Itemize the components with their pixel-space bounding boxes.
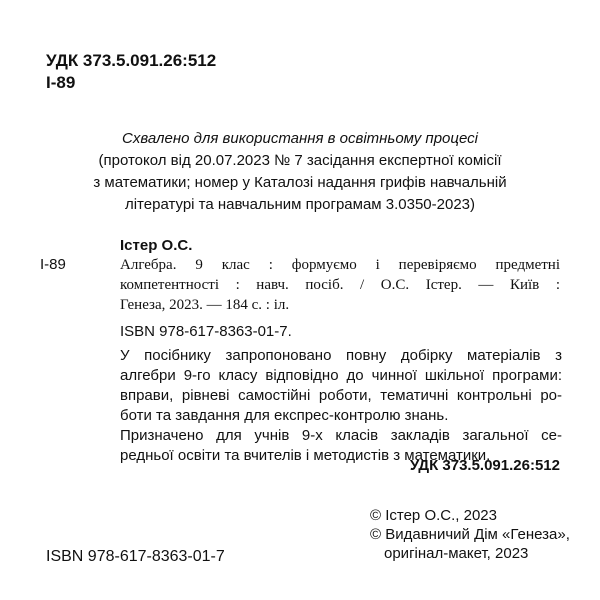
annotation-line: боти та завдання для експрес-контролю знань. — [120, 407, 449, 424]
bibliographic-description — [120, 255, 560, 315]
copyright-line: © Істер О.С., 2023 — [370, 507, 497, 524]
isbn-inline: ISBN 978-617-8363-01-7. — [120, 323, 292, 340]
author-name: Істер О.С. — [120, 237, 193, 254]
approval-line: Схвалено для використання в освітньому процесі — [122, 130, 478, 147]
copyright-line: © Видавничий Дім «Генеза», — [370, 526, 570, 543]
author-mark-left: І-89 — [40, 256, 66, 273]
bib-line: компетентності : навч. посіб. / О.С. Істер. — Київ : — [120, 277, 560, 293]
approval-line: літературі та навчальним програмам 3.0350-2023) — [124, 196, 476, 213]
annotation-line: Призначено для учнів 9-х класів закладів загальної се- — [120, 427, 562, 444]
udk-code: УДК 373.5.091.26:512 — [46, 51, 217, 70]
bib-line: Алгебра. 9 клас : формуємо і перевіряємо предметні — [120, 257, 560, 273]
udk-header — [46, 50, 216, 94]
annotation — [120, 346, 562, 466]
annotation-line: вправи, рівневі самостійні роботи, тематичні контрольні ро- — [120, 387, 562, 404]
approval-line: (протокол від 20.07.2023 № 7 засідання експертної комісії — [98, 152, 502, 169]
annotation-line: редньої освіти та вчителів і методистів з математики. — [120, 447, 491, 464]
annotation-line: У посібнику запропоновано повну добірку матеріалів з — [120, 347, 562, 364]
isbn-bottom: ISBN 978-617-8363-01-7 — [46, 548, 225, 565]
copyright-line: оригінал-макет, 2023 — [384, 545, 529, 562]
approval-note — [40, 128, 560, 216]
bib-line: Генеза, 2023. — 184 с. : іл. — [120, 297, 290, 313]
udk-code-right: УДК 373.5.091.26:512 — [409, 457, 560, 474]
author-mark: І-89 — [46, 73, 76, 92]
approval-line: з математики; номер у Каталозі надання грифів навчальній — [93, 174, 507, 191]
copyright-block — [370, 506, 570, 563]
annotation-line: алгебри 9-го класу відповідно до чинної шкільної програми: — [120, 367, 562, 384]
